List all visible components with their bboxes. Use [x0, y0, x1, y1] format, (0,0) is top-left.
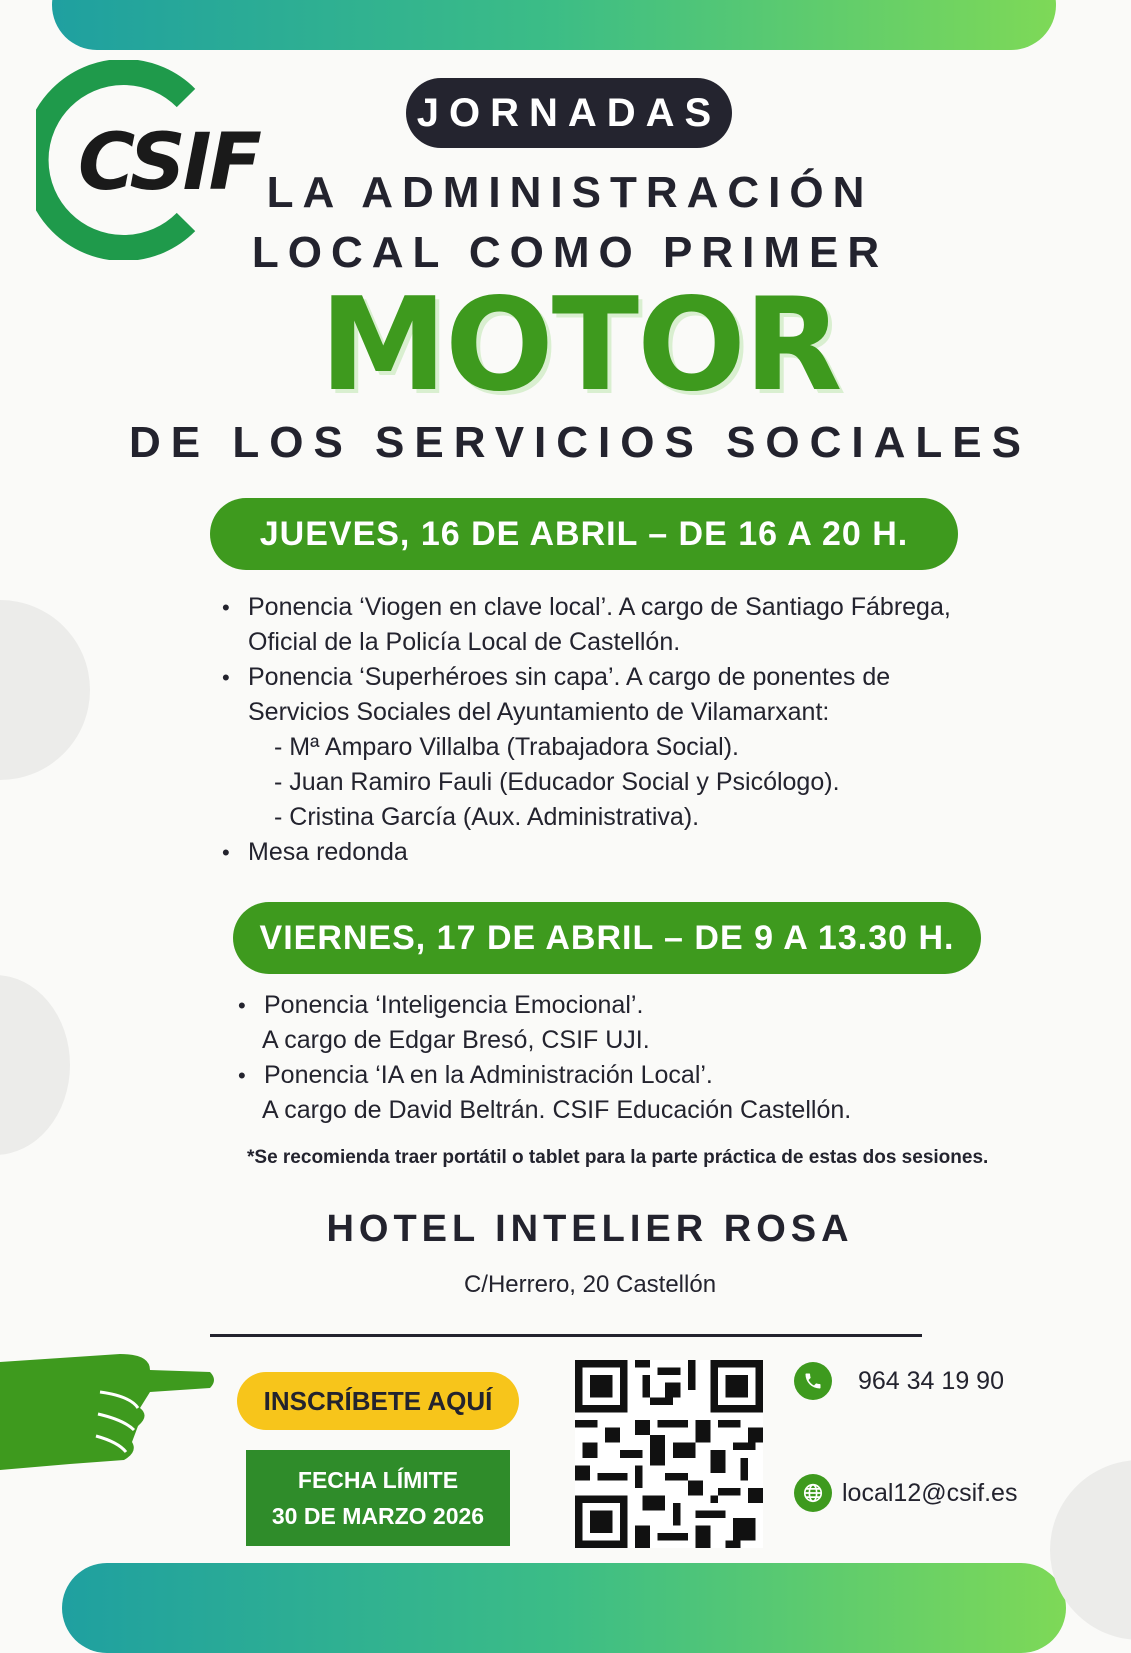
list-item-text: Oficial de la Policía Local de Castellón.	[248, 628, 681, 656]
bullet: •	[222, 665, 230, 690]
deadline-box	[246, 1450, 510, 1546]
venue-address: C/Herrero, 20 Castellón	[463, 1271, 717, 1298]
title-line-2: LOCAL COMO PRIMER	[251, 228, 889, 277]
bullet: •	[222, 595, 230, 620]
list-item	[238, 1058, 1078, 1093]
phone-contact[interactable]	[794, 1362, 1004, 1400]
speaker-item: - Juan Ramiro Fauli (Educador Social y Psicólogo).	[274, 768, 840, 796]
venue-name: HOTEL INTELIER ROSA	[326, 1208, 854, 1250]
list-item-text: A cargo de Edgar Bresó, CSIF UJI.	[262, 1026, 650, 1054]
list-item-text: Ponencia ‘IA en la Administración Local’.	[264, 1061, 713, 1089]
speaker-item: - Mª Amparo Villalba (Trabajadora Social).	[274, 733, 740, 761]
day2-list	[238, 988, 1078, 1128]
decor-circle	[0, 975, 70, 1155]
qr-code[interactable]	[575, 1360, 763, 1548]
badge-jornadas: JORNADAS	[406, 78, 732, 148]
email-contact[interactable]	[794, 1474, 1017, 1512]
day1-pill: JUEVES, 16 DE ABRIL – DE 16 A 20 H.	[210, 498, 958, 570]
list-item-text: Ponencia ‘Superhéroes sin capa’. A cargo de ponentes de	[248, 663, 891, 691]
globe-icon	[794, 1474, 832, 1512]
deadline-date: 30 DE MARZO 2026	[271, 1503, 485, 1529]
title-highlight: MOTOR	[319, 271, 841, 420]
bottom-gradient-bar	[62, 1563, 1066, 1653]
list-item-text: Ponencia ‘Viogen en clave local’. A cargo de Santiago Fábrega,	[248, 593, 951, 621]
phone-icon	[794, 1362, 832, 1400]
bullet: •	[222, 840, 230, 865]
speaker-item: - Cristina García (Aux. Administrativa).	[274, 803, 700, 831]
list-item-text: Servicios Sociales del Ayuntamiento de Vilamarxant:	[248, 698, 830, 726]
list-item-text: Mesa redonda	[248, 838, 408, 866]
list-item-text: Ponencia ‘Inteligencia Emocional’.	[264, 991, 644, 1019]
list-item	[222, 835, 1082, 870]
day2-pill: VIERNES, 17 DE ABRIL – DE 9 A 13.30 H.	[233, 902, 981, 974]
bullet: •	[238, 993, 246, 1018]
register-button[interactable]: INSCRÍBETE AQUÍ	[237, 1372, 519, 1430]
deadline-label: FECHA LÍMITE	[297, 1467, 459, 1493]
title-line-1: LA ADMINISTRACIÓN	[266, 168, 874, 217]
bullet: •	[238, 1063, 246, 1088]
phone-number: 964 34 19 90	[858, 1366, 1004, 1395]
recommendation-note: *Se recomienda traer portátil o tablet para la parte práctica de estas dos sesiones.	[247, 1147, 989, 1168]
list-item	[238, 988, 1078, 1023]
pointing-hand-icon	[0, 1352, 218, 1472]
logo-text: CSIF	[78, 118, 259, 208]
email-address: local12@csif.es	[842, 1478, 1018, 1507]
list-item	[222, 590, 1082, 625]
list-item	[222, 660, 1082, 695]
divider	[210, 1334, 922, 1337]
top-gradient-bar	[52, 0, 1056, 50]
day1-list	[222, 590, 1082, 870]
title-line-3: DE LOS SERVICIOS SOCIALES	[129, 418, 1031, 467]
list-item-text: A cargo de David Beltrán. CSIF Educación Castellón.	[262, 1096, 852, 1124]
decor-circle	[0, 600, 90, 780]
